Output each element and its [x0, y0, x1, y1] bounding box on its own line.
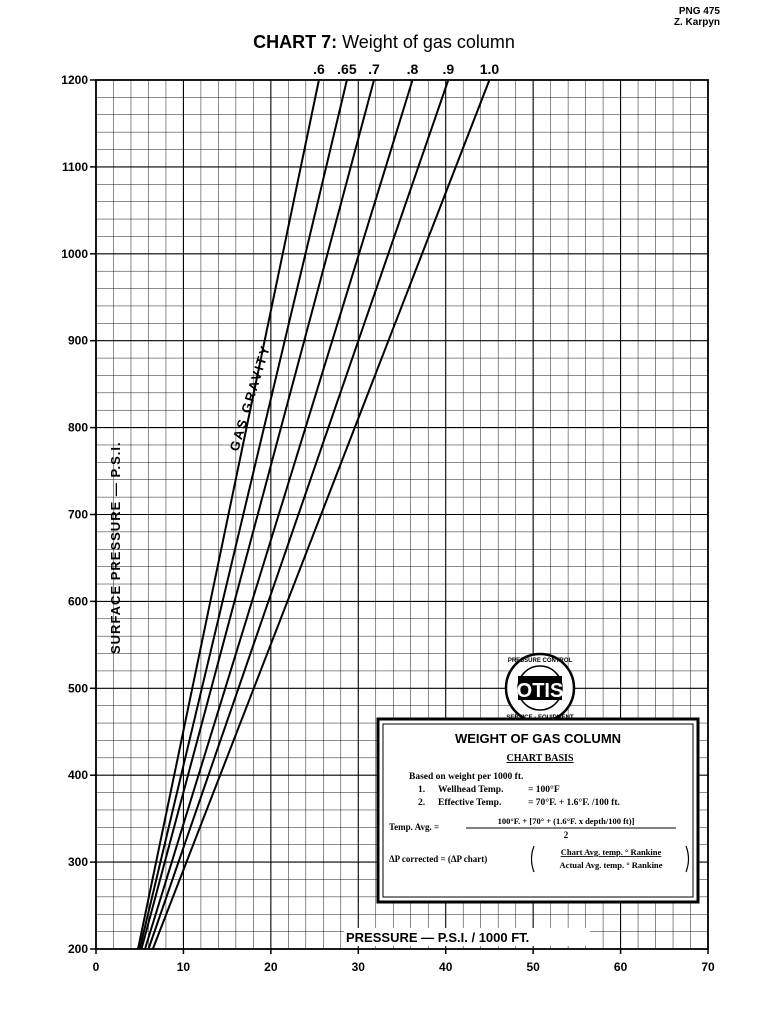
gravity-line-label: .9	[442, 61, 455, 77]
item1-label: Wellhead Temp.	[438, 785, 504, 795]
y-tick-label: 900	[67, 333, 88, 348]
dp-label: ΔP corrected = (ΔP chart)	[389, 854, 488, 864]
y-tick-label: 1000	[61, 246, 88, 261]
basis-text: Based on weight per 1000 ft.	[409, 772, 524, 782]
x-tick-label: 20	[264, 960, 278, 974]
temp-avg-denominator: 2	[563, 830, 569, 840]
item1-value: = 100°F	[528, 785, 560, 795]
y-tick-label: 600	[67, 594, 88, 609]
dp-denominator: Actual Avg. temp. ° Rankine	[559, 860, 663, 870]
item1-num: 1.	[418, 785, 426, 795]
y-tick-label: 300	[67, 855, 88, 870]
gravity-line-label: 1.0	[479, 61, 500, 77]
y-axis-label: SURFACE PRESSURE — P.S.I.	[108, 441, 123, 654]
y-tick-label: 700	[67, 507, 88, 522]
x-tick-label: 60	[613, 960, 628, 974]
gravity-line-label: .65	[337, 61, 357, 77]
x-tick-label: 10	[176, 960, 191, 974]
item2-label: Effective Temp.	[438, 798, 502, 808]
x-tick-label: 70	[701, 960, 715, 974]
x-axis-ticks	[93, 949, 715, 974]
box-subheading: CHART BASIS	[506, 753, 574, 764]
y-tick-label: 400	[67, 768, 88, 783]
curve-family-label: GAS GRAVITY	[226, 342, 274, 453]
gravity-line-label: .8	[406, 61, 419, 77]
item2-value: = 70°F. + 1.6°F. /100 ft.	[528, 798, 620, 808]
gravity-line-label: .6	[313, 61, 325, 77]
chart-basis-box	[378, 719, 698, 902]
y-axis-ticks	[61, 73, 96, 956]
x-tick-label: 40	[439, 960, 453, 974]
dp-numerator: Chart Avg. temp. ° Rankine	[560, 847, 662, 857]
gravity-labels	[313, 61, 499, 77]
author-label: Z. Karpyn	[673, 17, 720, 28]
temp-avg-label: Temp. Avg. =	[389, 822, 440, 832]
x-tick-label: 30	[351, 960, 365, 974]
y-tick-label: 800	[67, 420, 88, 435]
temp-avg-numerator: 100°F. + [70° + (1.6°F. x depth/100 ft)]	[497, 816, 635, 826]
otis-logo-icon	[506, 654, 574, 722]
x-axis-label: PRESSURE — P.S.I. / 1000 FT.	[346, 930, 530, 945]
logo-text: OTIS	[516, 680, 564, 702]
y-tick-label: 500	[67, 681, 88, 696]
course-label: PNG 475	[678, 6, 720, 17]
item2-num: 2.	[418, 798, 426, 808]
y-tick-label: 1100	[61, 159, 88, 174]
y-tick-label: 1200	[61, 73, 88, 87]
y-tick-label: 200	[67, 942, 88, 956]
gravity-line-label: .7	[368, 61, 380, 77]
logo-ring-top: PRESSURE CONTROL	[507, 658, 573, 664]
title-text: Weight of gas column	[342, 32, 515, 52]
x-tick-label: 50	[526, 960, 540, 974]
x-tick-label: 0	[92, 960, 100, 974]
title-prefix: CHART 7:	[253, 32, 338, 52]
box-heading: WEIGHT OF GAS COLUMN	[454, 731, 622, 746]
